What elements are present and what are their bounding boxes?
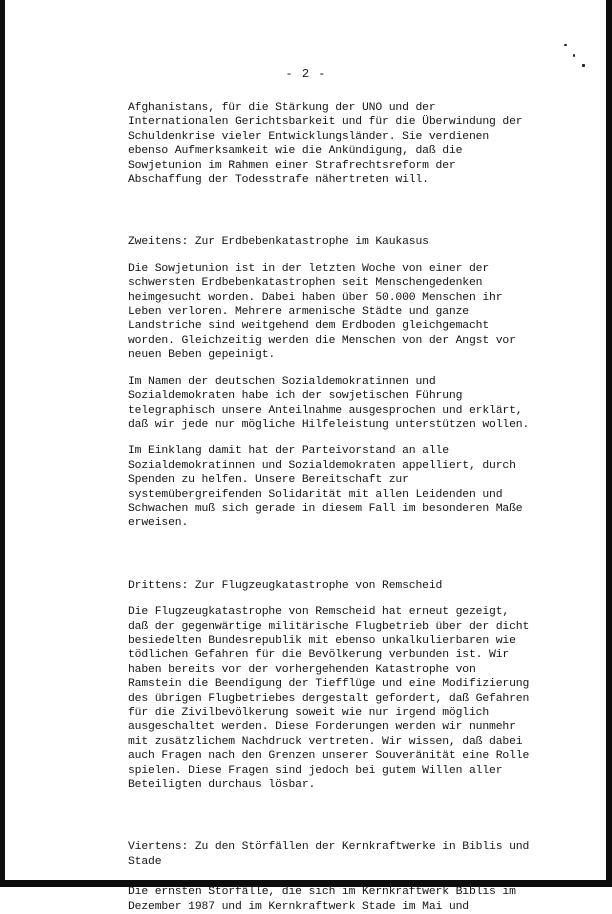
paragraph-nuclear-incidents: Die ernsten Störfälle, die sich im Kernkraftwerk Biblis im Dezember 1987 und im Kernkraftwerk Stade im Mai und xyxy=(128,886,516,913)
paragraph-intro: Afghanistans, für die Stärkung der UNO und der Internationalen Gerichtsbarkeit und für die Überwindung der Schuldenkrise vieler Entwicklungsländer. Sie verdienen ebenso Aufmerksamkeit wie die Ankündigung, daß die Sowjetunion im Rahmen einer Strafrechtsreform der Abschaffung der Todesstrafe nähertreten will. xyxy=(128,102,523,187)
scan-border-right xyxy=(606,0,612,887)
document-body xyxy=(128,101,568,914)
section-heading-drittens: Drittens: Zur Flugzeugkatastrophe von Remscheid xyxy=(128,579,443,592)
scan-border-left xyxy=(0,0,5,887)
section-heading-zweitens: Zweitens: Zur Erdbebenkatastrophe im Kaukasus xyxy=(128,236,429,249)
page-number: - 2 - xyxy=(285,67,327,81)
paragraph-appeal: Im Einklang damit hat der Parteivorstand an alle Sozialdemokratinnen und Sozialdemokraten appelliert, durch Spenden zu helfen. Unsere Bereitschaft zur systemübergreifenden Solidarität mit allen Leidenden und Schwachen muß sich gerade in diesem Fall im besonderen Maße erweisen. xyxy=(128,445,523,530)
paragraph-earthquake: Die Sowjetunion ist in der letzten Woche von einer der schwersten Erdbebenkatastrophen seit Menschengedenken heimgesucht worden. Dabei haben über 50.000 Menschen ihr Leben verloren. Mehrere armenische Städte und ganze Landstriche sind weitgehend dem Erdboden gleichgemacht worden. Gleichzeitig werden die Menschen von der Angst vor neuen Beben gepeinigt. xyxy=(128,262,516,362)
section-heading-viertens: Viertens: Zu den Störfällen der Kernkraftwerke in Biblis und Stade xyxy=(128,841,530,868)
scan-speck xyxy=(564,44,567,46)
paragraph-condolence: Im Namen der deutschen Sozialdemokratinnen und Sozialdemokraten habe ich der sowjetischen Führung telegraphisch unsere Anteilnahme ausgesprochen und erklärt, daß wir jede nur mögliche Hilfeleistung unterstützen wollen. xyxy=(128,375,530,431)
paragraph-plane-crash: Die Flugzeugkatastrophe von Remscheid hat erneut gezeigt, daß der gegenwärtige militärische Flugbetrieb über der dicht besiedelten Bundesrepublik mit ebenso unkalkulierbaren wie tödlichen Gefahren für die Bevölkerung verbunden ist. Wir haben bereits vor der vorhergehenden Katastrophe von Ramstein die Beendigung der Tiefflüge und eine Modifizierung des übrigen Flugbetriebes dergestalt gefordert, daß Gefahren für die Zivilbevölkerung soweit wie nur irgend möglich ausgeschaltet werden. Diese Forderungen werden wir nunmehr mit zusätzlichem Nachdruck vertreten. Wir wissen, daß dabei auch Fragen nach den Grenzen unserer Souveränität eine Rolle spielen. Diese Fragen sind jedoch bei gutem Willen aller Beteiligten durchaus lösbar. xyxy=(128,606,530,792)
scan-speck xyxy=(573,54,575,57)
